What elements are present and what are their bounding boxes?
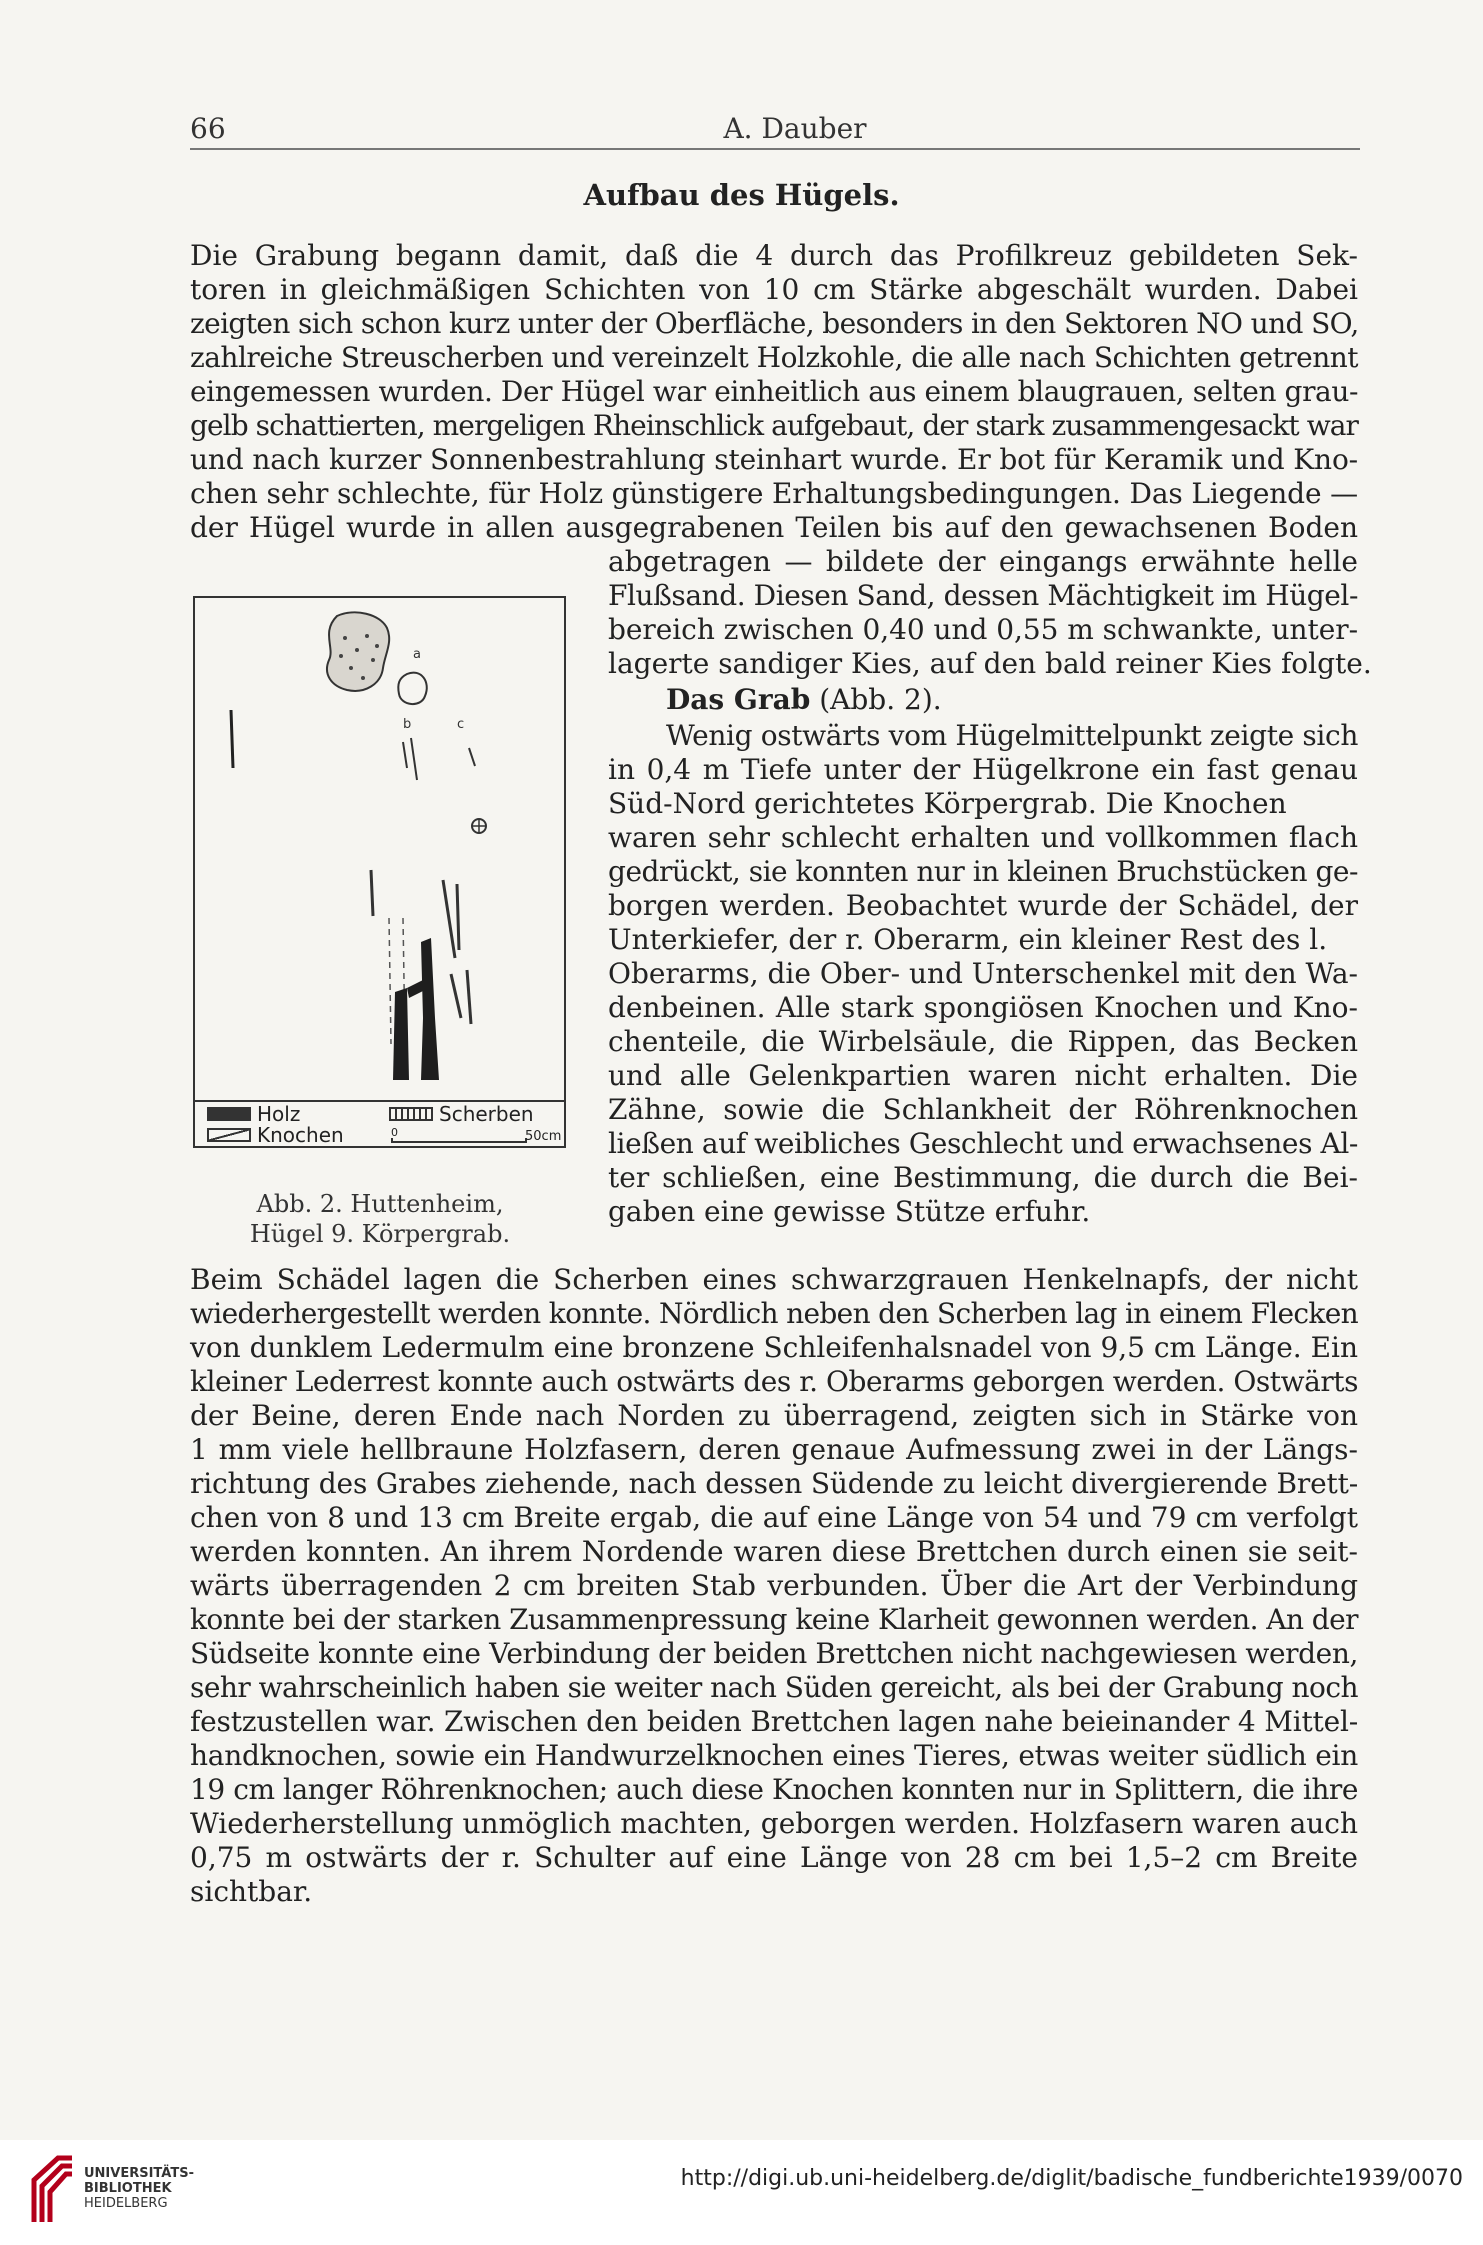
paragraph1-line: und nach kurzer Sonnenbestrahlung steinhart wurde. Er bot für Keramik und Kno-: [190, 443, 1358, 476]
svg-text:a: a: [413, 647, 421, 662]
paragraph1-line: chen sehr schlechte, für Holz günstigere Erhaltungsbedingungen. Das Liegende —: [190, 477, 1358, 510]
paragraph3-line: 19 cm langer Röhrenknochen; auch diese Knochen konnten nur in Splittern, die ihre: [190, 1773, 1358, 1806]
header-rule: [190, 148, 1360, 150]
wood-swatch: [207, 1107, 251, 1121]
wood-board-left: [393, 988, 409, 1080]
paragraph3-line: wärts überragenden 2 cm breiten Stab verbunden. Über die Art der Verbindung: [190, 1569, 1358, 1602]
paragraph2-line: ließen auf weibliches Geschlecht und erwachsenes Al-: [608, 1127, 1358, 1160]
viewer-footer: [0, 2140, 1483, 2245]
legend-sherds: Scherben: [439, 1102, 534, 1126]
bone-tibia: [451, 974, 461, 1018]
paragraph3-line: 0,75 m ostwärts der r. Schulter auf eine Länge von 28 cm bei 1,5–2 cm Breite: [190, 1841, 1358, 1874]
paragraph3-line: 1 mm viele hellbraune Holzfasern, deren genaue Aufmessung zwei in der Längs-: [190, 1433, 1358, 1466]
sherd-swatch: [389, 1107, 433, 1121]
library-name-line: BIBLIOTHEK: [84, 2181, 172, 2196]
paragraph3-line: Südseite konnte eine Verbindung der beiden Brettchen nicht nachgewiesen werden,: [190, 1637, 1358, 1670]
paragraph1-line: abgetragen — bildete der eingangs erwähnte helle: [608, 545, 1358, 578]
paragraph1-line: Die Grabung begann damit, daß die 4 durch das Profilkreuz gebildeten Sek-: [190, 239, 1358, 272]
paragraph1-line: zahlreiche Streuscherben und vereinzelt Holzkohle, die alle nach Schichten getrennt: [190, 341, 1359, 374]
scale-bar: [391, 1138, 527, 1143]
library-name-line: HEIDELBERG: [84, 2196, 168, 2211]
paragraph1-line: toren in gleichmäßigen Schichten von 10 cm Stärke abgeschält wurden. Dabei: [190, 273, 1358, 306]
paragraph2-line: gedrückt, sie konnten nur in kleinen Bruchstücken ge-: [608, 855, 1358, 888]
paragraph3-line: konnte bei der starken Zusammenpressung keine Klarheit gewonnen werden. An der: [190, 1603, 1358, 1636]
page-number: 66: [190, 112, 226, 145]
svg-text:c: c: [457, 717, 465, 732]
paragraph2-line: Zähne, sowie die Schlankheit der Röhrenknochen: [608, 1093, 1358, 1126]
paragraph3-line: von dunklem Ledermulm eine bronzene Schleifenhalsnadel von 9,5 cm Länge. Ein: [190, 1331, 1358, 1364]
svg-text:b: b: [403, 717, 412, 732]
legend-bones: Knochen: [257, 1123, 344, 1147]
paragraph1-line: eingemessen wurden. Der Hügel war einheitlich aus einem blaugrauen, selten grau-: [190, 375, 1358, 408]
paragraph3-line: festzustellen war. Zwischen den beiden Brettchen lagen nahe beieinander 4 Mittel-: [190, 1705, 1358, 1738]
sherd-outline: [398, 673, 426, 704]
bone-fibula: [467, 970, 471, 1024]
grave-plan-drawing: [195, 598, 564, 1098]
paragraph3-line: sehr wahrscheinlich haben sie weiter nach Süden gereicht, als bei der Grabung noch: [190, 1671, 1358, 1704]
paragraph2-line: Süd-Nord gerichtetes Körpergrab. Die Knochen: [608, 787, 1287, 820]
running-head-author: A. Dauber: [723, 112, 867, 145]
paragraph3-line: Beim Schädel lagen die Scherben eines schwarzgrauen Henkelnapfs, der nicht: [190, 1263, 1358, 1296]
paragraph2-line: in 0,4 m Tiefe unter der Hügelkrone ein fast genau: [608, 753, 1358, 786]
bone-femur-right: [457, 884, 459, 950]
scale-end-label: 50cm: [525, 1129, 562, 1144]
paragraph3-line: sichtbar.: [190, 1875, 313, 1908]
paragraph3-line: werden konnten. An ihrem Nordende waren diese Brettchen durch einen sie seit-: [190, 1535, 1358, 1568]
figure-caption-line: Hügel 9. Körpergrab.: [249, 1220, 511, 1248]
paragraph2-line: waren sehr schlecht erhalten und vollkommen flach: [608, 821, 1358, 854]
scale-start-label: 0: [391, 1126, 398, 1139]
paragraph1-line: bereich zwischen 0,40 und 0,55 m schwankte, unter-: [608, 613, 1358, 646]
legend-wood: Holz: [257, 1102, 301, 1126]
wood-board-right: [421, 938, 439, 1080]
paragraph2-line: Wenig ostwärts vom Hügelmittelpunkt zeigte sich: [666, 719, 1358, 752]
paragraph3-line: Wiederherstellung unmöglich machten, geborgen werden. Holzfasern waren auch: [190, 1807, 1358, 1840]
paragraph2-line: gaben eine gewisse Stütze erfuhr.: [608, 1195, 1091, 1228]
grave-heading: [666, 684, 942, 716]
library-logo-icon[interactable]: [28, 2152, 78, 2230]
paragraph2-line: borgen werden. Beobachtet wurde der Schädel, der: [608, 889, 1358, 922]
paragraph2-line: ter schließen, eine Bestimmung, die durch die Bei-: [608, 1161, 1358, 1194]
grave-heading-title: Das Grab: [666, 683, 811, 716]
paragraph1-line: gelb schattierten, mergeligen Rheinschlick aufgebaut, der stark zusammengesackt war: [190, 409, 1358, 442]
bone-femur-left: [443, 880, 455, 958]
grave-heading-figure-ref: (Abb. 2).: [810, 683, 942, 716]
section-title: Aufbau des Hügels.: [583, 178, 900, 212]
grave-plan-figure: [193, 596, 566, 1148]
paragraph2-line: denbeinen. Alle stark spongiösen Knochen und Kno-: [608, 991, 1358, 1024]
paragraph3-line: kleiner Lederrest konnte auch ostwärts des r. Oberarms geborgen werden. Ostwärts: [190, 1365, 1358, 1398]
mark-left: [231, 710, 233, 768]
paragraph1-line: lagerte sandiger Kies, auf den bald reiner Kies folgte.: [608, 647, 1372, 680]
paragraph3-line: der Beine, deren Ende nach Norden zu überragend, zeigten sich in Stärke von: [190, 1399, 1358, 1432]
bone-humerus: [371, 870, 373, 916]
paragraph3-line: richtung des Grabes ziehende, nach dessen Südende zu leicht divergierende Brett-: [190, 1467, 1358, 1500]
paragraph1-line: der Hügel wurde in allen ausgegrabenen Teilen bis auf den gewachsenen Boden: [190, 511, 1358, 544]
paragraph2-line: Oberarms, die Ober- und Unterschenkel mit den Wa-: [608, 957, 1358, 990]
paragraph3-line: chen von 8 und 13 cm Breite ergab, die auf eine Länge von 54 und 79 cm verfolgt: [190, 1501, 1358, 1534]
source-url-link[interactable]: http://digi.ub.uni-heidelberg.de/diglit/badische_fundberichte1939/0070: [680, 2166, 1463, 2191]
paragraph2-line: und alle Gelenkpartien waren nicht erhalten. Die: [608, 1059, 1358, 1092]
paragraph1-line: Flußsand. Diesen Sand, dessen Mächtigkeit im Hügel-: [608, 579, 1358, 612]
paragraph1-line: zeigten sich schon kurz unter der Oberfläche, besonders in den Sektoren NO und SO,: [190, 307, 1359, 340]
paragraph2-line: chenteile, die Wirbelsäule, die Rippen, das Becken: [608, 1025, 1358, 1058]
library-name-line: UNIVERSITÄTS-: [84, 2166, 194, 2181]
paragraph3-line: wiederhergestellt werden konnte. Nördlich neben den Scherben lag in einem Flecken: [190, 1297, 1359, 1330]
bone-swatch: [207, 1128, 251, 1142]
figure-caption-line: Abb. 2. Huttenheim,: [256, 1190, 504, 1218]
paragraph2-line: Unterkiefer, der r. Oberarm, ein kleiner Rest des l.: [608, 923, 1328, 956]
paragraph3-line: handknochen, sowie ein Handwurzelknochen eines Tieres, etwas weiter südlich ein: [190, 1739, 1359, 1772]
